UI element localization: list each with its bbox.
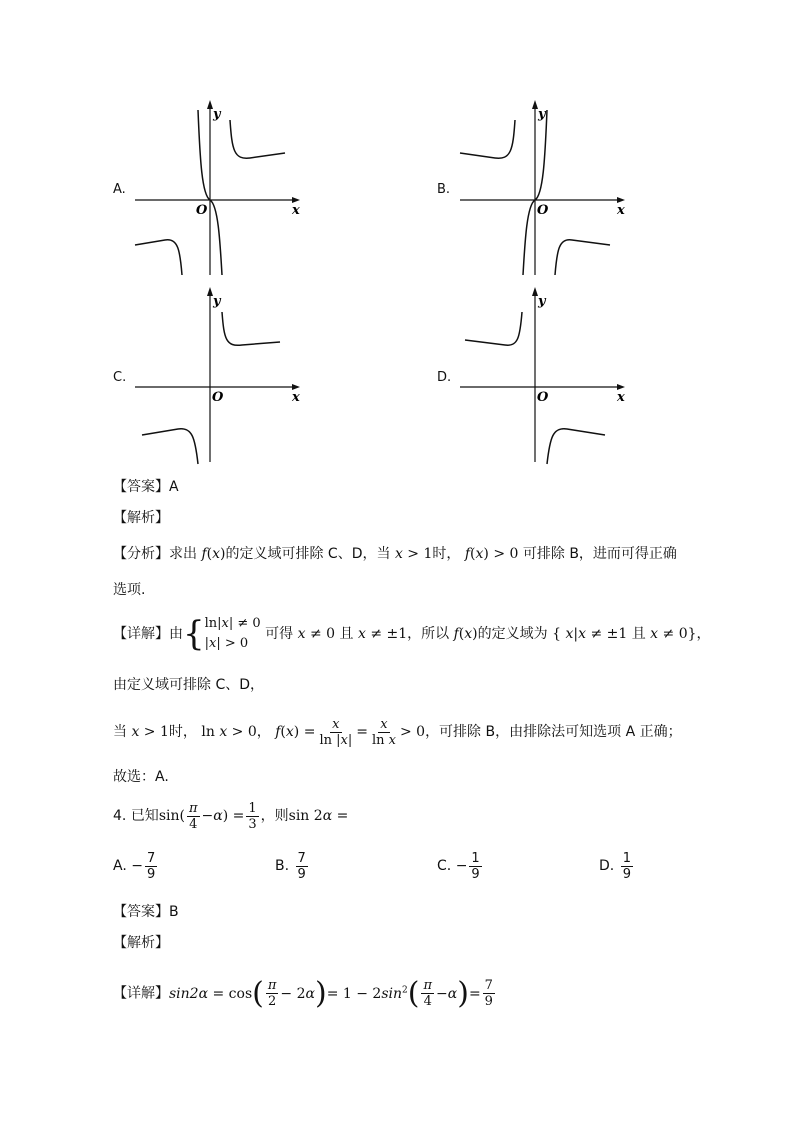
math-x-gt-1: x > 1 [394,546,433,562]
option-label: A. [113,858,127,874]
axis-x-label: x [617,203,625,218]
detail-line3-d: ，可排除 B，由排除法可知选项 A 正确； [425,724,682,740]
axis-x-label: x [292,390,300,405]
detail-tag: 【详解】 [113,985,169,1002]
q3-detail-line-1 [113,614,711,654]
axis-y-label: y [538,294,546,309]
question-number: 4. [113,808,127,824]
answer-value: B [169,904,179,920]
math-sin2a: sin 2α = [288,808,349,824]
detail-text-3: 且 [339,626,354,642]
q4-stem [113,796,348,836]
fenxi-text-4: 可排除 B，进而可得正确 [522,546,677,562]
math-fx: f(x) [201,546,226,562]
option-numerator: 1 [471,850,480,866]
axis-x-label: x [292,203,300,218]
detail-tag: 【详解】 [113,626,169,642]
q3-analysis-heading [113,508,169,528]
answer-tag: 【答案】 [113,479,169,495]
conclusion-text: 故选：A. [113,769,169,785]
fenxi-text-3: 时， [432,546,461,562]
option-a-label: A. [113,182,126,197]
graph-option-c [130,287,310,467]
q3-detail-line-3 [113,712,682,752]
option-sign: − [455,858,468,874]
fenxi-tag: 【分析】 [113,546,169,562]
option-numerator: 7 [297,850,306,866]
graph-option-a [130,100,310,280]
q4-option-a [113,846,159,886]
option-b-label: B. [437,182,451,197]
detail-text-line2: 由定义域可排除 C、D， [113,677,265,693]
fenxi-text-5: 选项. [113,582,146,598]
math-domain-set: { x|x ≠ ±1 且 x ≠ 0} [552,626,697,642]
math-x-ne-pm1: x ≠ ±1 [357,626,408,642]
q3-fenxi-line [113,544,677,564]
q4-option-c [437,846,484,886]
detail-text-5: 的定义域为 [477,626,548,642]
axis-y-label: y [538,107,546,122]
math-sin-given: sin( $\frac{\pi}{4}$ −α) = $\frac{1}{3}$ [158,800,257,832]
origin-label: O [196,203,208,218]
fenxi-text-1: 求出 [169,546,197,562]
option-label: C. [437,858,452,874]
q3-fenxi-line-2 [113,580,145,600]
analysis-tag: 【解析】 [113,935,169,951]
option-label: D. [599,858,615,874]
detail-text-4: ，所以 [407,626,450,642]
answer-tag: 【答案】 [113,904,169,920]
detail-text-1: 由 [169,626,183,642]
stem-text-b: ，则 [260,808,289,824]
graph-option-b [455,100,635,280]
option-numerator: 7 [146,850,156,866]
option-denominator: 9 [622,866,631,882]
q3-answer-line [113,477,179,497]
detail-line3-c: ， [256,724,271,740]
fenxi-text-2: 的定义域可排除 C、D，当 [225,546,391,562]
math-solution: sin2α = cos( $\frac{\pi}{2}$ − $2\alpha)= 1 - 2\sin^2$( $\frac{\pi}{4}$ −α)= $\frac{7}{9}$ [169,975,493,1011]
math-fx-formula: f(x) = $\frac{x}{\ln |x|}$ = $\frac{x}{\text{ln x}}$ > 0 [275,716,426,748]
math-fx: f(x) [453,626,478,642]
analysis-tag: 【解析】 [113,510,169,526]
option-numerator: 1 [622,850,631,866]
q3-detail-line-2 [113,675,264,695]
option-label: B. [275,858,290,874]
origin-label: O [537,390,549,405]
option-d-label: D. [437,370,452,385]
answer-value: A [169,479,179,495]
math-x-gt-1: x > 1 [131,724,169,740]
q4-analysis-heading [113,933,169,953]
q3-conclusion [113,767,169,787]
detail-line3-a: 当 [113,724,127,740]
option-denominator: 9 [471,866,480,882]
math-fx-gt-0: f(x) > 0 [464,546,519,562]
detail-text-2: 可得 [265,626,294,642]
math-x-ne-0: x ≠ 0 [297,626,336,642]
option-c-label: C. [113,370,127,385]
math-lnx-gt-0: ln x > 0 [201,724,257,740]
detail-text-6: ， [696,626,711,642]
origin-label: O [212,390,224,405]
option-sign: − [131,858,143,874]
axis-y-label: y [213,294,221,309]
inequality-system: ln|x| ≠ 0 |x| > 0 [204,616,261,651]
detail-line3-b: 时， [168,724,197,740]
q4-option-b [275,846,310,886]
q4-answer-line [113,902,179,922]
option-denominator: 9 [146,866,156,882]
axis-x-label: x [617,390,625,405]
option-denominator: 9 [297,866,306,882]
graph-option-d [455,287,635,467]
origin-label: O [537,203,549,218]
axis-y-label: y [213,107,221,122]
q4-detail-line [113,970,497,1014]
system-brace: { [183,614,205,654]
stem-text-a: 已知 [130,808,159,824]
q4-option-d [599,846,635,886]
